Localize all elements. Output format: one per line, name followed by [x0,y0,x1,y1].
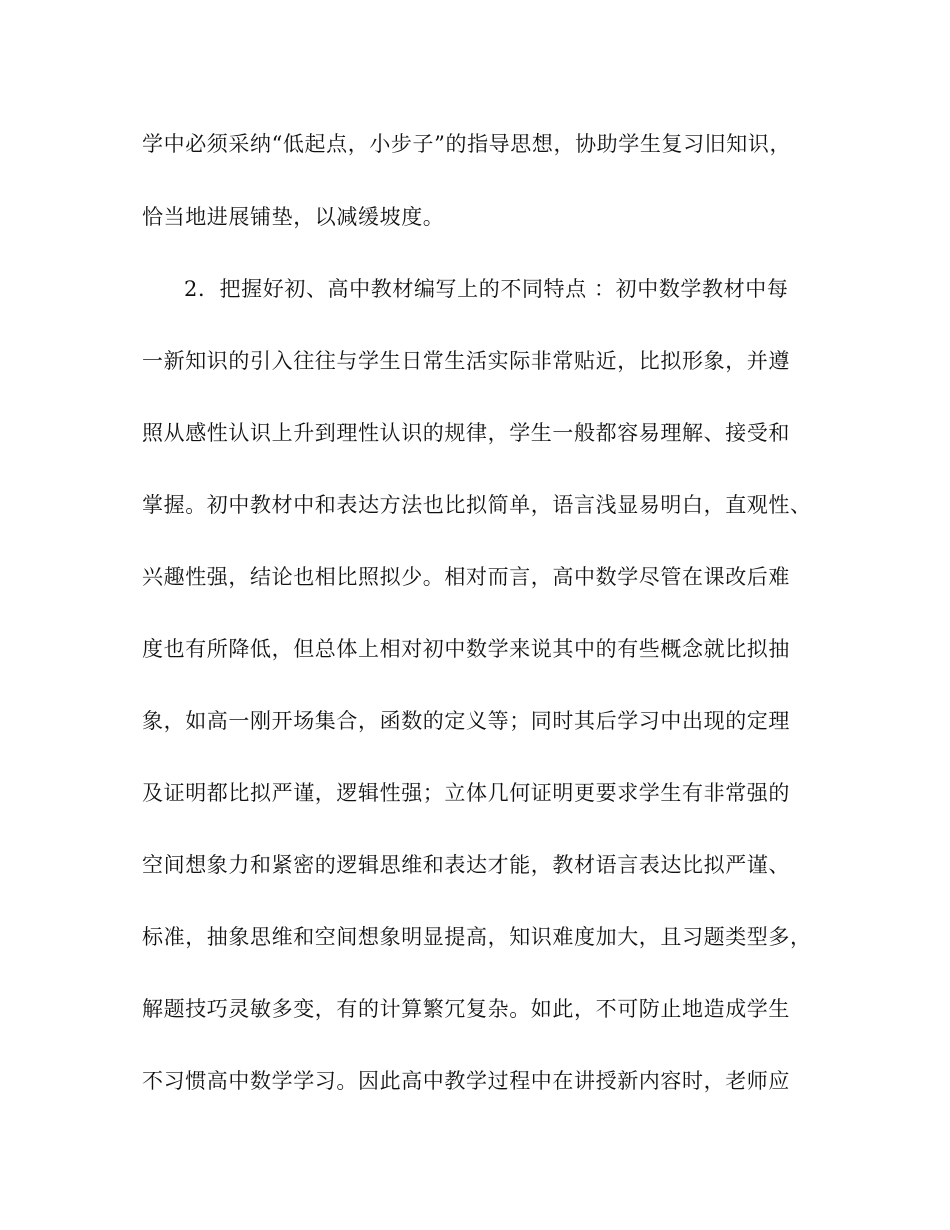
paragraph-line: 度也有所降低，但总体上相对初中数学来说其中的有些概念就比拟抽 [142,637,790,661]
paragraph-line: 学中必须采纳“低起点，小步子”的指导思想，协助学生复习旧知识， [142,132,792,156]
paragraph-line: 兴趣性强，结论也相比照拟少。相对而言，高中数学尽管在课改后难 [142,565,790,589]
paragraph-line: 象，如高一刚开场集合，函数的定义等；同时其后学习中出现的定理 [142,709,790,733]
paragraph-line: 不习惯高中数学学习。因此高中教学过程中在讲授新内容时，老师应 [142,1069,790,1093]
paragraph-line: 照从感性认识上升到理性认识的规律，学生一般都容易理解、接受和 [142,421,790,445]
paragraph-line: 恰当地进展铺垫，以减缓坡度。 [142,205,445,229]
paragraph-line: 及证明都比拟严谨，逻辑性强；立体几何证明更要求学生有非常强的 [142,781,790,805]
paragraph-line-indented: 2．把握好初、高中教材编写上的不同特点 ：初中数学教材中每 [184,277,789,301]
paragraph-line: 空间想象力和紧密的逻辑思维和表达才能，教材语言表达比拟严谨、 [142,853,790,877]
paragraph-line: 标准，抽象思维和空间想象明显提高，知识难度加大，且习题类型多， [142,925,812,949]
paragraph-line: 掌握。初中教材中和表达方法也比拟简单，语言浅显易明白，直观性、 [142,493,812,517]
paragraph-line: 一新知识的引入往往与学生日常生活实际非常贴近，比拟形象，并遵 [142,349,790,373]
paragraph-line: 解题技巧灵敏多变，有的计算繁冗复杂。如此，不可防止地造成学生 [142,997,790,1021]
